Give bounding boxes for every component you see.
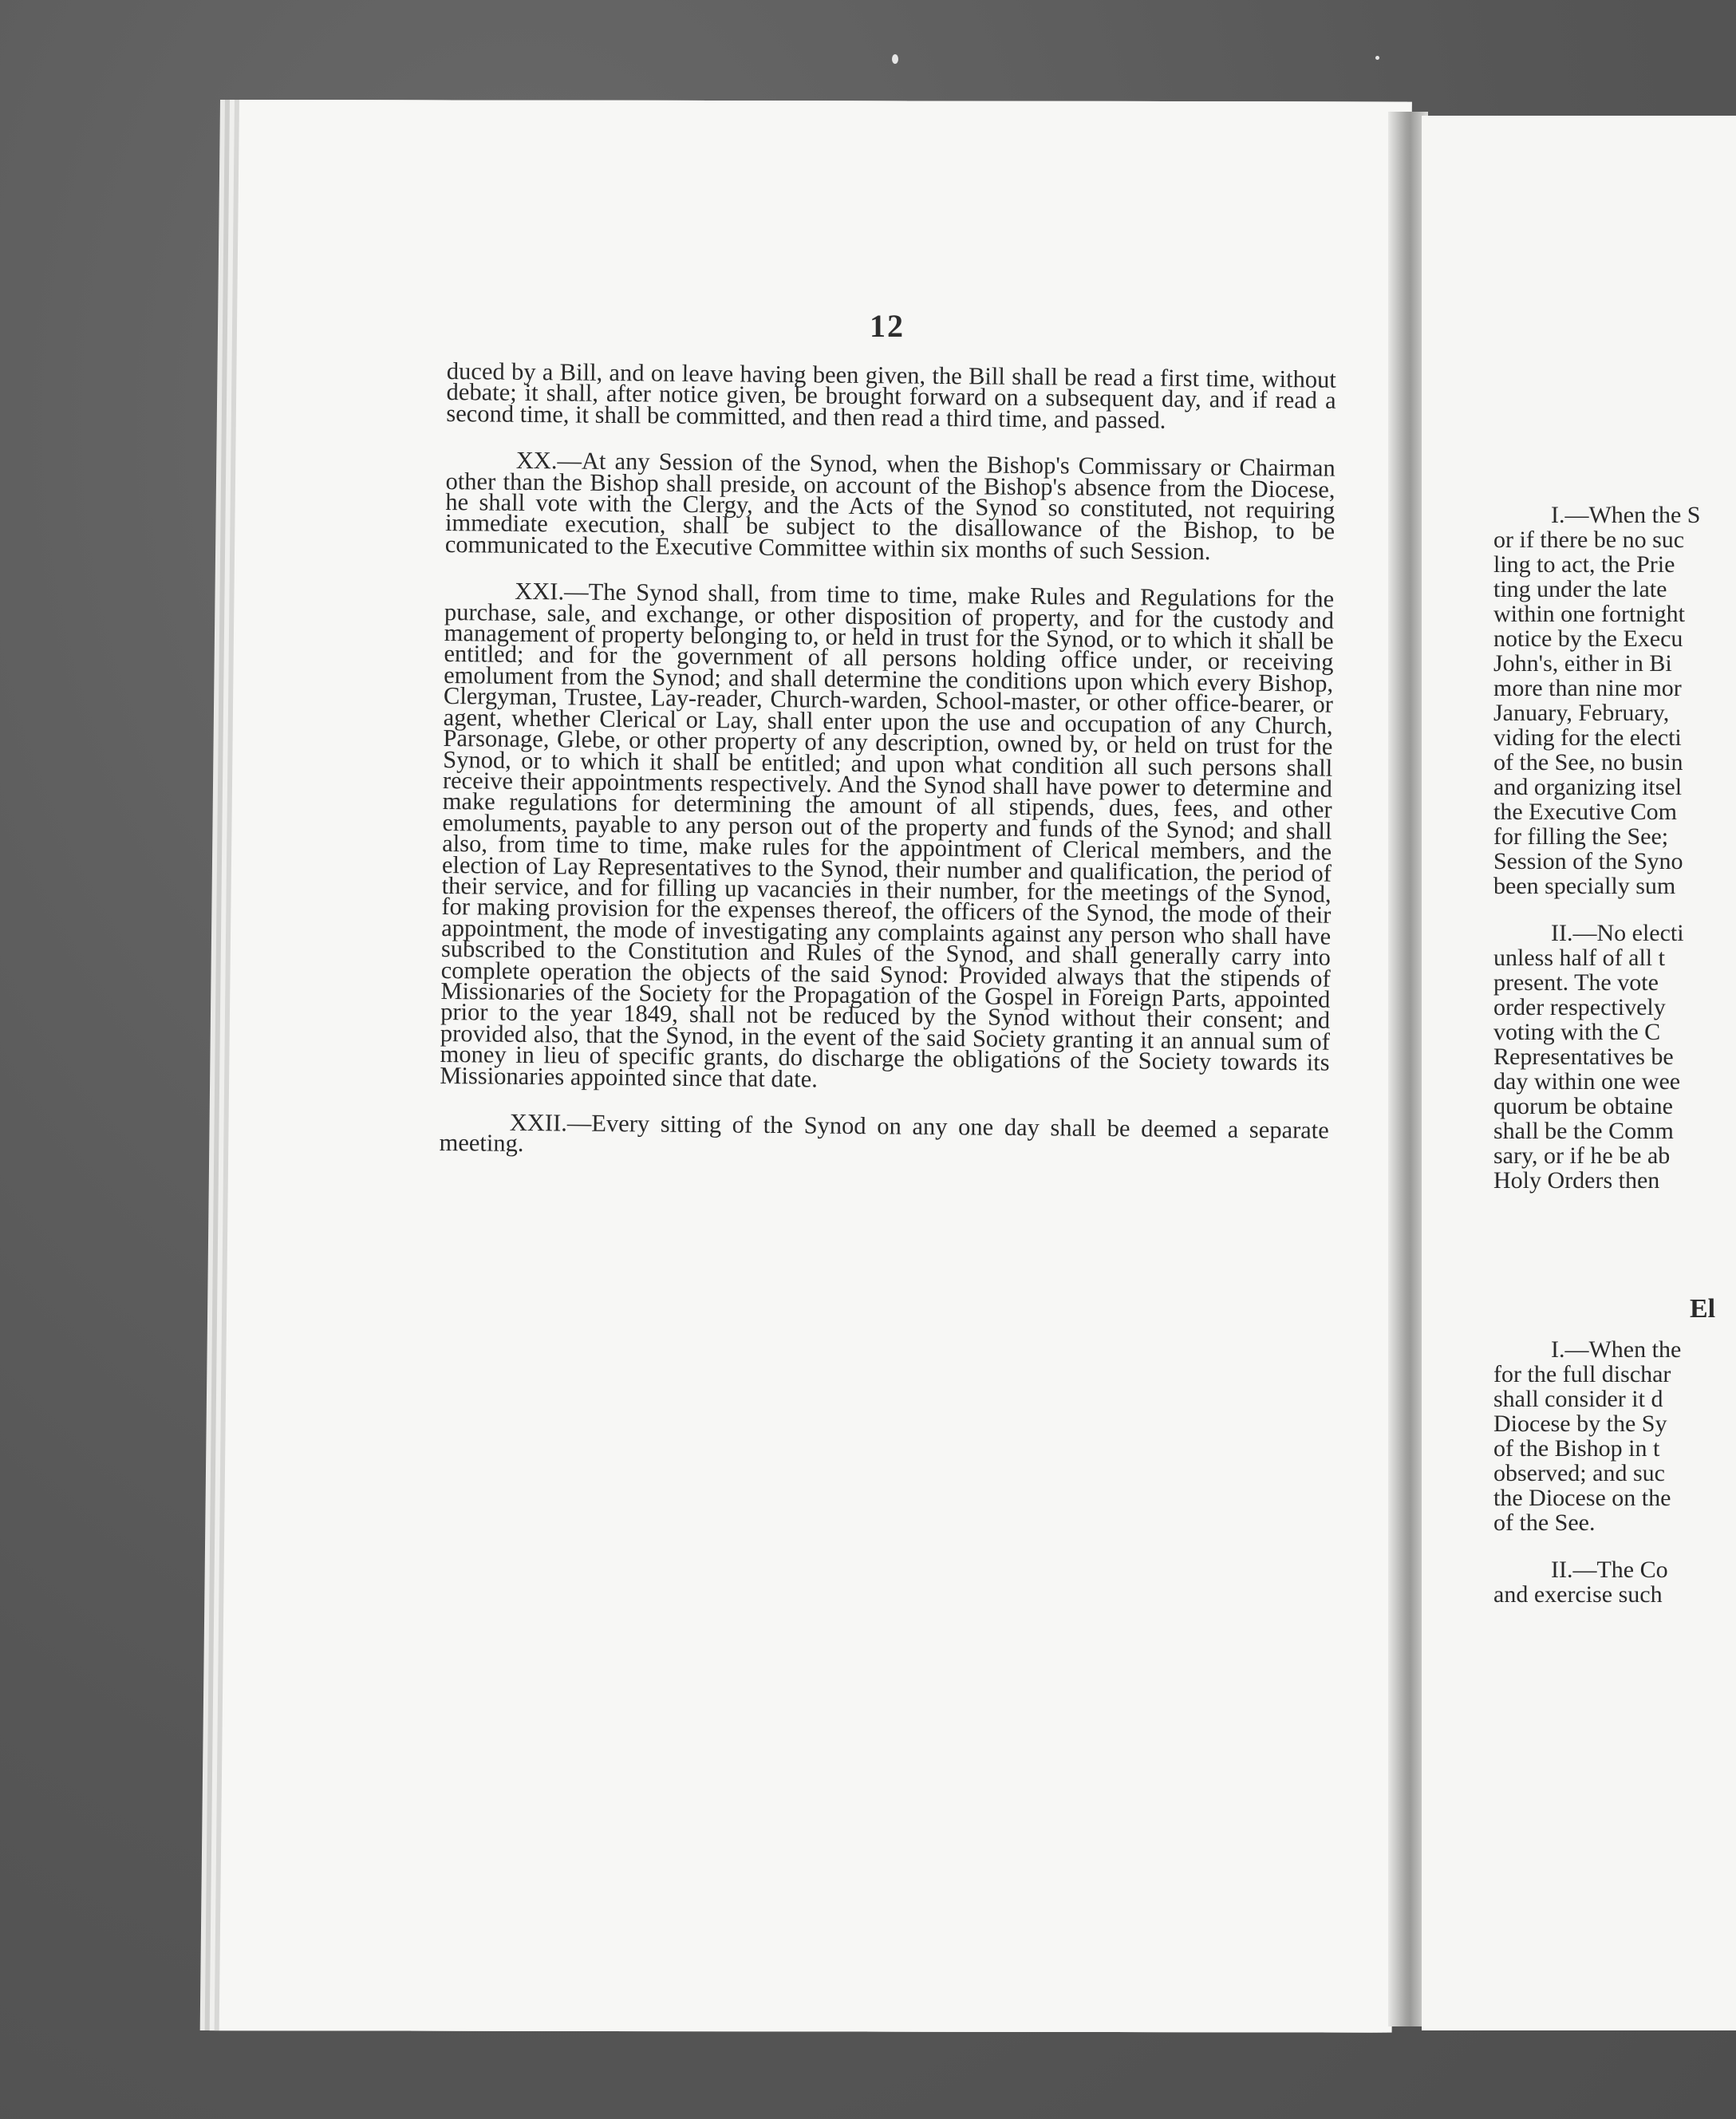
text-line: the Diocese on the: [1493, 1485, 1671, 1511]
text-line: or if there be no suc: [1493, 527, 1685, 553]
text-line: of the See.: [1493, 1509, 1596, 1536]
text-line: the Executive Com: [1493, 799, 1677, 825]
text-line: within one fortnight: [1493, 601, 1685, 627]
text-line: II.—The Co: [1551, 1557, 1668, 1583]
text-line: Representatives be: [1493, 1044, 1674, 1070]
text-line: I.—When the: [1551, 1336, 1682, 1363]
text-line: ting under the late: [1493, 576, 1667, 602]
paragraph-xxii: XXII.—Every sitting of the Synod on any one day shall be deemed a separate meeting.: [439, 1108, 1329, 1158]
text-line: for the full dischar: [1493, 1361, 1671, 1387]
text-line: shall consider it d: [1493, 1386, 1663, 1412]
page-number: 12: [870, 308, 905, 344]
left-page-text: [439, 357, 1336, 1187]
dust-speck: [1375, 56, 1379, 60]
paragraph-xx: XX.—At any Session of the Synod, when the Bishop's Commissary or Chairman other than the Bishop shall preside, on account of the Bishop's absence from the Diocese, he shall vote with the Clergy, and the Acts of the Synod so constituted, not requiring immediate execution, shall be subject to the disallowance of the Bishop, to be communicated to the Executive Committee within six months of such Session.: [444, 447, 1336, 566]
right-page-text: [1493, 503, 1736, 1629]
text-line: of the Bishop in t: [1493, 1435, 1660, 1462]
text-line: Diocese by the Sy: [1493, 1411, 1667, 1437]
text-line: more than nine mor: [1493, 675, 1682, 701]
text-line: observed; and suc: [1493, 1460, 1665, 1486]
text-line: voting with the C: [1493, 1019, 1661, 1045]
text-line: notice by the Execu: [1493, 625, 1683, 652]
section-heading: El: [1690, 1294, 1716, 1324]
text-line: day within one wee: [1493, 1068, 1681, 1095]
text-line: been specially sum: [1493, 873, 1676, 899]
text-line: order respectively: [1493, 994, 1666, 1020]
right-block-2: [1493, 921, 1736, 1193]
right-block-4: [1493, 1557, 1736, 1607]
right-block-3: [1493, 1337, 1736, 1535]
paragraph-continuation: duced by a Bill, and on leave having been given, the Bill shall be read a first time, without debate; it shall, after notice given, be brought forward on a subsequent day, and if read a second time, it shall be committed, and then read a third time, and passed.: [446, 357, 1336, 434]
text-line: Session of the Syno: [1493, 848, 1683, 874]
dust-speck: [892, 54, 898, 64]
text-line: January, February,: [1493, 700, 1670, 726]
text-line: John's, either in Bi: [1493, 650, 1672, 677]
text-line: and organizing itsel: [1493, 774, 1683, 800]
text-line: viding for the electi: [1493, 724, 1682, 751]
text-line: present. The vote: [1493, 969, 1659, 996]
text-line: ling to act, the Prie: [1493, 551, 1675, 578]
text-line: unless half of all t: [1493, 945, 1665, 971]
text-line: Holy Orders then: [1493, 1167, 1660, 1194]
text-line: II.—No electi: [1551, 920, 1684, 946]
text-line: sary, or if he be ab: [1493, 1142, 1671, 1169]
text-line: quorum be obtaine: [1493, 1093, 1673, 1119]
paragraph-xxi: XXI.—The Synod shall, from time to time, make Rules and Regulations for the purchase, sale, and exchange, or other disposition of property, and for the custody and management of property belonging to, or held in trust for the Synod, or to which it shall be entitled; and for the government of all persons holding office under, or receiving emolument from the Synod; and shall determine the conditions upon which every Bishop, Clergyman, Trustee, Lay-reader, Church-warden, School-master, or other office-bearer, or agent, whether Clerical or Lay, shall enter upon the use and occupation of any Church, Parsonage, Glebe, or other property of any description, owned by, or held on trust for the Synod, or to which it shall be entitled; and upon what condition all such persons shall receive their appointments respectively. And the Synod shall have power to determine and make regulations for determining the amount of all stipends, dues, fees, and other emoluments, payable to any person out of the property and funds of the Synod; and shall also, from time to time, make rules for the appointment of Clerical members, and the election of Lay Representatives to the Synod, their number and qualification, the period of their service, and for filling up vacancies in their number, for the meetings of the Synod, for making provision for the expenses thereof, the officers of the Synod, the mode of their appointment, the mode of investigating any complaints against any person who shall have subscribed to the Constitution and Rules of the Synod, and shall generally carry into complete operation the objects of the said Synod: Provided always that the stipends of Missionaries of the Society for the Propagation of the Gospel in Foreign Parts, appointed prior to the year 1849, shall not be reduced by the Synod without their consent; and provided also, that the Synod, in the event of the said Society granting it an annual sum of money in lieu of specific grants, do discharge the obligations of the Society towards its Missionaries appointed since that date.: [440, 578, 1335, 1093]
text-line: I.—When the S: [1551, 503, 1701, 528]
text-line: for filling the See;: [1493, 823, 1669, 850]
right-block-1: [1493, 503, 1736, 898]
text-line: shall be the Comm: [1493, 1118, 1674, 1144]
text-line: and exercise such: [1493, 1581, 1663, 1608]
text-line: of the See, no busin: [1493, 749, 1683, 775]
